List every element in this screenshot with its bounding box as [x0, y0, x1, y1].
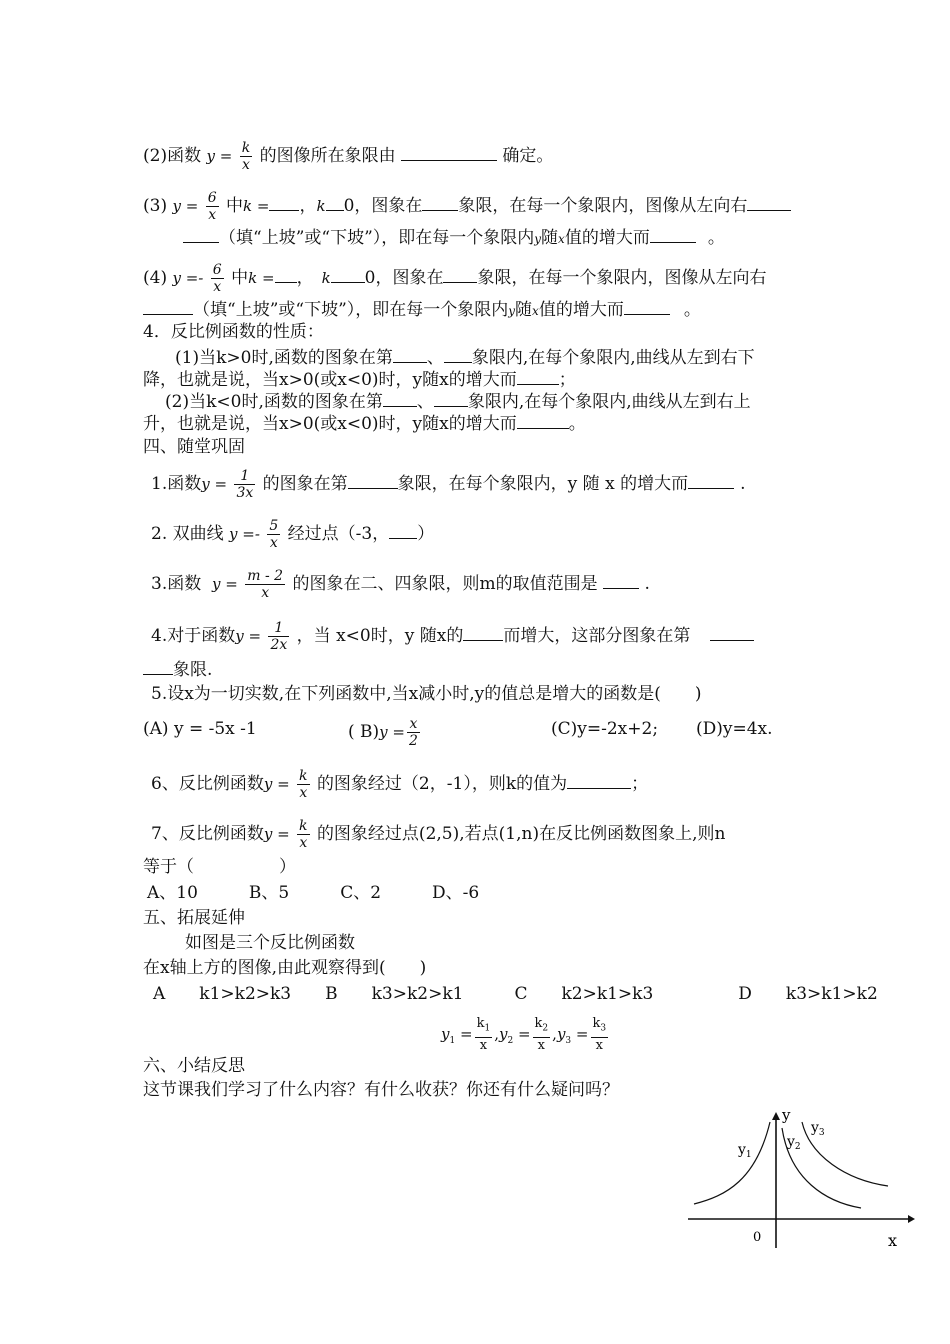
answer-blank[interactable]	[624, 298, 670, 315]
inverse-function-graph	[686, 1108, 916, 1258]
exercise-4: 4.对于函数y = $\frac{1}{2x}$ ，当 x<0时，y 随x的 而增大，这部分图象在第	[151, 620, 754, 653]
answer-blank[interactable]	[348, 472, 398, 489]
origin-label: 0	[753, 1230, 762, 1245]
fraction: $\frac{k}{x}$	[299, 818, 308, 851]
option-a: (A) y = -5x -1	[143, 719, 257, 739]
answer-blank[interactable]	[143, 658, 173, 675]
curve-y3-label: $y_3$	[811, 1120, 825, 1138]
question-4-line-2: （填“上坡”或“下坡”），即在每一个象限内y随x值的增大而 。	[143, 298, 701, 322]
section-5-options: A k1>k2>k3 B k3>k2>k1 C k2>k1>k3 D k3>k1>k2	[153, 984, 878, 1004]
curve-y1	[694, 1122, 770, 1204]
exercise-1: 1.函数y = $\frac{1}{3x}$ 的图象在第 象限，在每个象限内，y 随 x 的增大而 .	[151, 468, 746, 501]
exercise-6: 6、反比例函数y = $\frac{k}{x}$ 的图象经过（2，-1），则k的值为 ；	[151, 768, 649, 801]
property-2-line-2: 升，也就是说，当x>0(或x<0)时，y随x的增大而 。	[143, 414, 586, 434]
section-5-title: 五、拓展延伸	[143, 908, 245, 928]
property-1: (1)当k>0时,函数的图象在第 、 象限内,在每个象限内,曲线从左到右下	[175, 348, 755, 368]
answer-blank[interactable]	[650, 226, 696, 243]
curve-y2-label: $y_2$	[787, 1134, 801, 1152]
fraction: $\frac{k}{x}$	[241, 140, 251, 173]
y-axis-arrow	[772, 1112, 780, 1120]
property-1-line-2: 降，也就是说，当x>0(或x<0)时，y随x的增大而 ；	[143, 370, 576, 390]
answer-blank[interactable]	[383, 390, 417, 407]
question-2: (2)函数 y = $\frac{k}{x}$ 的图像所在象限由 确定。	[143, 140, 554, 173]
fraction: $\frac{5}{x}$	[269, 518, 279, 551]
answer-blank[interactable]	[331, 266, 365, 283]
fraction: $\frac{k}{x}$	[299, 768, 308, 801]
answer-blank[interactable]	[401, 144, 497, 161]
answer-blank[interactable]	[326, 194, 344, 211]
exercise-7: 7、反比例函数y = $\frac{k}{x}$ 的图象经过点(2,5),若点(1,n)在反比例函数图象上,则n	[151, 818, 726, 851]
fraction: $\frac{1}{3x}$	[236, 468, 254, 501]
answer-blank[interactable]	[710, 624, 754, 641]
answer-blank[interactable]	[143, 298, 193, 315]
section-5-line-1: 如图是三个反比例函数	[185, 933, 355, 953]
answer-blank[interactable]	[567, 772, 631, 789]
fraction: $\frac{1}{2x}$	[270, 620, 288, 653]
exercise-3: 3.函数 y = $\frac{m - 2}{x}$ 的图象在二、四象限，则m的取值范围是 .	[151, 568, 650, 601]
answer-blank[interactable]	[389, 522, 417, 539]
question-4: (4) y =- $\frac{6}{x}$ 中k = ， k 0，图象在 象限，在每一个象限内，图像从左向右	[143, 262, 767, 295]
question-3: (3) y = $\frac{6}{x}$ 中k = ，k 0，图象在 象限，在每一个象限内，图像从左向右	[143, 190, 791, 223]
section-5-line-2: 在x轴上方的图像,由此观察得到( )	[143, 958, 427, 978]
section-4-title: 4．反比例函数的性质：	[143, 322, 324, 342]
answer-blank[interactable]	[517, 412, 569, 429]
option-c: (C)y=-2x+2;	[551, 719, 659, 739]
exercise-4-line-2: 象限.	[143, 658, 212, 681]
property-2: (2)当k<0时,函数的图象在第 、 象限内,在每个象限内,曲线从左到右上	[165, 392, 751, 412]
answer-blank[interactable]	[443, 266, 477, 283]
exercise-2: 2. 双曲线 y =- $\frac{5}{x}$ 经过点（-3， ）	[151, 518, 435, 551]
fraction: $\frac{6}{x}$	[212, 262, 222, 295]
answer-blank[interactable]	[463, 624, 503, 641]
answer-blank[interactable]	[422, 194, 458, 211]
answer-blank[interactable]	[269, 194, 299, 211]
fraction: $\frac{6}{x}$	[207, 190, 217, 223]
curve-y1-label: $y_1$	[738, 1142, 752, 1160]
x-axis-label: x	[888, 1231, 898, 1250]
functions-formula: $y_1$ = $\frac{k_1}{x}$ $,y_2$ = $\frac{k_2}{x}$ $,y_3$ = $\frac{k_3}{x}$	[441, 1016, 607, 1053]
x-axis-arrow	[908, 1215, 915, 1223]
section-6-title: 六、小结反思	[143, 1056, 245, 1076]
y-axis-label: y	[782, 1108, 791, 1124]
answer-blank[interactable]	[603, 572, 639, 589]
section-6-line-1: 这节课我们学习了什么内容？有什么收获？你还有什么疑问吗？	[143, 1080, 619, 1100]
exercise-5: 5.设x为一切实数,在下列函数中,当x减小时,y的值总是增大的函数是( )	[151, 684, 702, 704]
answer-blank[interactable]	[688, 472, 734, 489]
answer-blank[interactable]	[444, 346, 472, 363]
answer-blank[interactable]	[183, 226, 219, 243]
option-d: (D)y=4x.	[696, 719, 773, 739]
question-3-line-2: （填“上坡”或“下坡”），即在每一个象限内y随x值的增大而 。	[183, 226, 725, 250]
section-four-title: 四、随堂巩固	[143, 437, 245, 457]
answer-blank[interactable]	[393, 346, 427, 363]
answer-blank[interactable]	[517, 368, 559, 385]
option-b: ( B)y = $\frac{x}{2}$	[348, 716, 418, 749]
answer-blank[interactable]	[434, 390, 468, 407]
answer-blank[interactable]	[275, 266, 297, 283]
exercise-7-line-2: 等于（ ）	[143, 857, 296, 877]
exercise-7-options: A、10 B、5 C、2 D、-6	[147, 883, 480, 903]
answer-blank[interactable]	[747, 194, 791, 211]
fraction: $\frac{m - 2}{x}$	[247, 568, 284, 601]
